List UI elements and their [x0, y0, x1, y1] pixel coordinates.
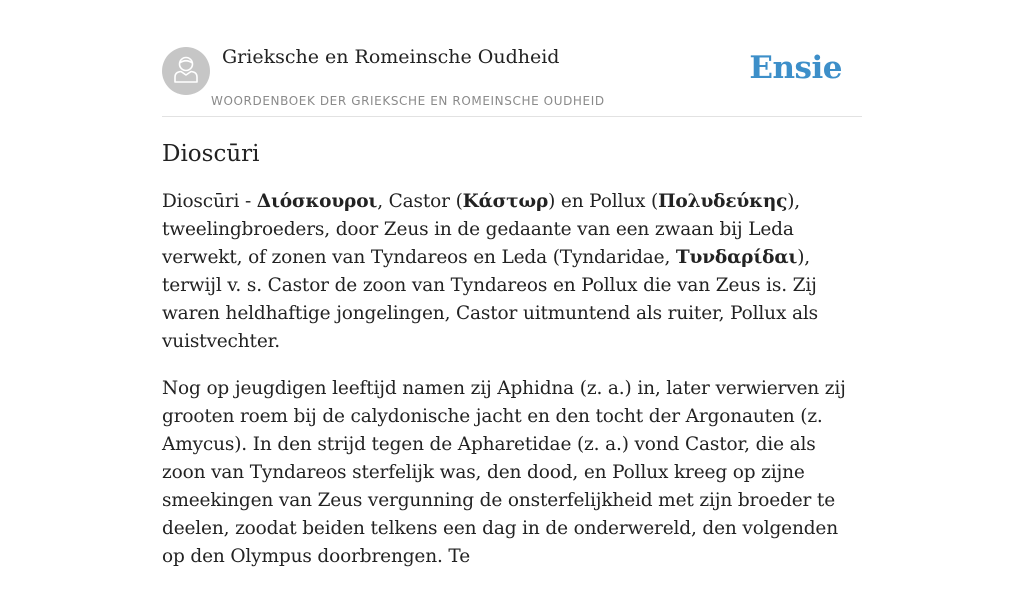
text-segment: ), tweelingbroeders, door Zeus in de gedaante van een zwaan bij Leda verwekt, of zonen van Tyndareos en Leda (Tyndaridae,: [162, 191, 801, 268]
source-header: [162, 44, 862, 117]
text-segment: Dioscūri -: [162, 191, 257, 212]
entry-content: [162, 138, 862, 590]
text-segment: ) en Pollux (: [548, 191, 659, 212]
source-subtitle[interactable]: WOORDENBOEK DER GRIEKSCHE EN ROMEINSCHE OUDHEID: [211, 94, 605, 108]
text-segment: ), terwijl v. s. Castor de zoon van Tyndareos en Pollux die van Zeus is. Zij waren heldhaftige jongelingen, Castor uitmuntend als ruiter, Pollux als vuistvechter.: [162, 247, 818, 352]
greek-term: Πολυδεύκης: [658, 191, 788, 212]
greek-term: Τυνδαρίδαι: [675, 247, 798, 268]
greek-term: Κάστωρ: [462, 191, 549, 212]
user-icon: [172, 54, 200, 88]
ensie-logo-link[interactable]: Ensie: [749, 50, 842, 86]
entry-paragraph-1: [162, 188, 862, 356]
avatar[interactable]: [162, 47, 210, 95]
source-title[interactable]: Grieksche en Romeinsche Oudheid: [222, 46, 560, 68]
entry-paragraph-2: Nog op jeugdigen leeftijd namen zij Aphidna (z. a.) in, later verwierven zij grooten roem bij de calydonische jacht en den tocht der Argonauten (z. Amycus). In den strijd tegen de Apharetidae (z. a.) vond Castor, die als zoon van Tyndareos sterfelijk was, den dood, en Pollux kreeg op zijne smeekingen van Zeus vergunning de onsterfelijkheid met zijn broeder te deelen, zoodat beiden telkens een dag in de onderwereld, den volgenden op den Olympus doorbrengen. Te: [162, 378, 846, 567]
text-segment: , Castor (: [377, 191, 463, 212]
greek-term: Διόσκουροι: [256, 191, 378, 212]
entry-title: Dioscūri: [162, 141, 260, 167]
